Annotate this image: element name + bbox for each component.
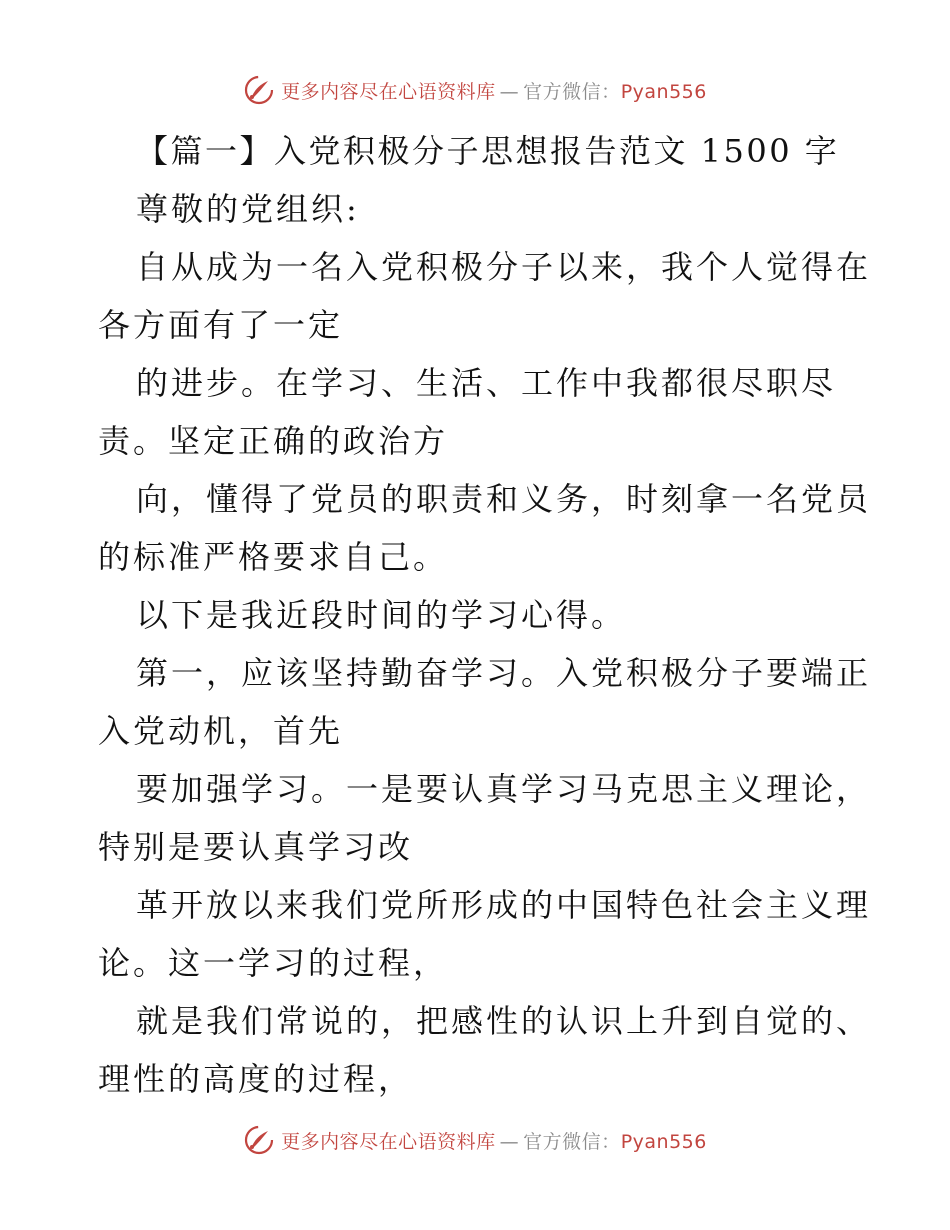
document-line: 特别是要认真学习改 xyxy=(98,828,414,866)
ink-brush-logo-icon xyxy=(243,74,275,106)
ink-brush-logo-icon xyxy=(243,1124,275,1156)
document-line: 第一，应该坚持勤奋学习。入党积极分子要端正 xyxy=(136,654,872,692)
document-lines xyxy=(98,180,872,1108)
banner-account: Pyan556 xyxy=(620,1130,707,1153)
document-line: 的进步。在学习、生活、工作中我都很尽职尽 xyxy=(136,364,837,402)
document-line: 要加强学习。一是要认真学习马克思主义理论， xyxy=(136,770,872,808)
document-line: 向，懂得了党员的职责和义务，时刻拿一名党员 xyxy=(136,480,872,518)
banner-wechat-label: 官方微信： xyxy=(523,1130,621,1153)
document-line: 各方面有了一定 xyxy=(98,306,344,344)
document-line: 自从成为一名入党积极分子以来，我个人觉得在 xyxy=(136,248,872,286)
header-banner xyxy=(0,72,950,108)
document-line: 论。这一学习的过程， xyxy=(98,944,449,982)
document-line: 的标准严格要求自己。 xyxy=(98,538,449,576)
document-body xyxy=(98,122,872,1108)
document-line: 责。坚定正确的政治方 xyxy=(98,422,449,460)
banner-slogan: 更多内容尽在心语资料库 xyxy=(281,1130,496,1153)
document-line: 入党动机，首先 xyxy=(98,712,344,750)
document-title: 【篇一】入党积极分子思想报告范文 1500 字 xyxy=(136,132,840,170)
document-line: 革开放以来我们党所形成的中国特色社会主义理 xyxy=(136,886,872,924)
banner-account: Pyan556 xyxy=(620,80,707,103)
document-line: 以下是我近段时间的学习心得。 xyxy=(136,596,627,634)
banner-separator: — xyxy=(499,1130,520,1153)
document-line: 理性的高度的过程， xyxy=(98,1060,414,1098)
banner-separator: — xyxy=(499,80,520,103)
banner-slogan: 更多内容尽在心语资料库 xyxy=(281,80,496,103)
banner-wechat-label: 官方微信： xyxy=(523,80,621,103)
document-line: 尊敬的党组织: xyxy=(136,190,360,228)
footer-banner xyxy=(0,1122,950,1158)
banner-text xyxy=(281,1127,707,1154)
document-line: 就是我们常说的，把感性的认识上升到自觉的、 xyxy=(136,1002,872,1040)
banner-text xyxy=(281,77,707,104)
